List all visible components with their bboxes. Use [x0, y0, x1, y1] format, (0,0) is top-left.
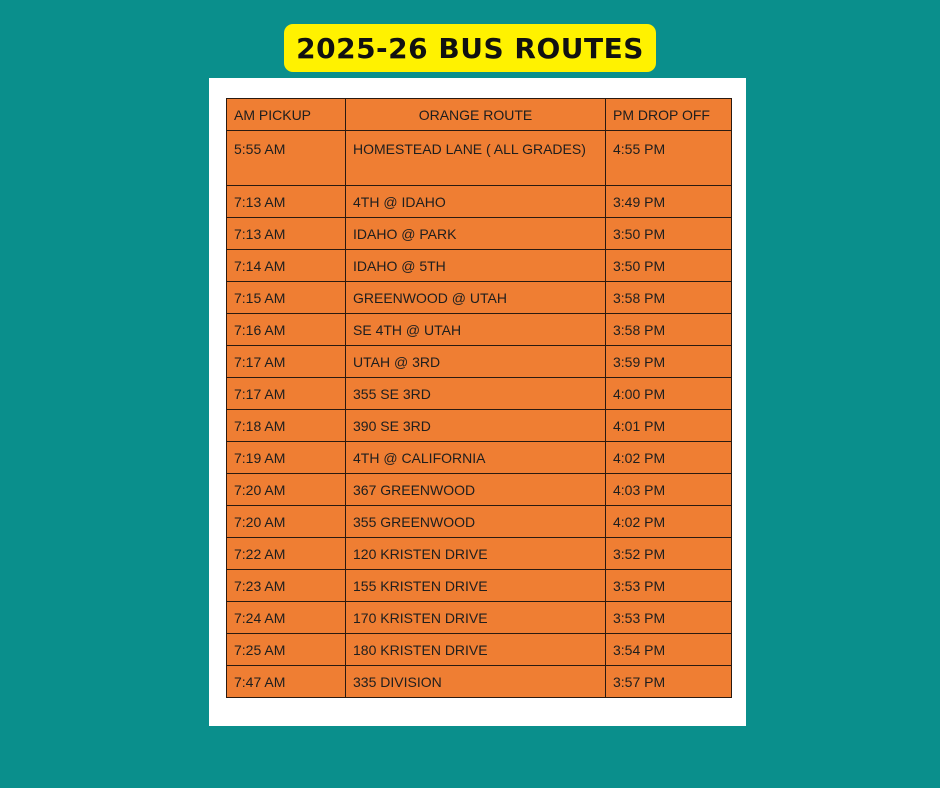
route-table — [226, 98, 732, 698]
pm-drop-off-cell: 4:03 PM — [606, 474, 732, 506]
stop-cell: 155 KRISTEN DRIVE — [346, 570, 606, 602]
pm-drop-off-cell: 3:57 PM — [606, 666, 732, 698]
pm-drop-off-cell: 3:53 PM — [606, 602, 732, 634]
table-row — [227, 538, 732, 570]
stop-cell: 355 GREENWOOD — [346, 506, 606, 538]
am-pickup-cell: 7:14 AM — [227, 250, 346, 282]
table-row — [227, 602, 732, 634]
pm-drop-off-cell: 4:02 PM — [606, 442, 732, 474]
table-row — [227, 346, 732, 378]
schedule-sheet — [209, 78, 746, 726]
pm-drop-off-cell: 3:52 PM — [606, 538, 732, 570]
stop-cell: 355 SE 3RD — [346, 378, 606, 410]
stop-cell: IDAHO @ 5TH — [346, 250, 606, 282]
am-pickup-cell: 7:20 AM — [227, 506, 346, 538]
am-pickup-cell: 7:19 AM — [227, 442, 346, 474]
page-title: 2025-26 BUS ROUTES — [296, 31, 644, 65]
am-pickup-cell: 7:17 AM — [227, 378, 346, 410]
stop-cell: IDAHO @ PARK — [346, 218, 606, 250]
am-pickup-cell: 7:25 AM — [227, 634, 346, 666]
pm-drop-off-cell: 4:02 PM — [606, 506, 732, 538]
stop-cell: 367 GREENWOOD — [346, 474, 606, 506]
header-orange-route: ORANGE ROUTE — [346, 99, 606, 131]
am-pickup-cell: 7:15 AM — [227, 282, 346, 314]
table-row — [227, 218, 732, 250]
table-row — [227, 378, 732, 410]
pm-drop-off-cell: 3:59 PM — [606, 346, 732, 378]
am-pickup-cell: 7:18 AM — [227, 410, 346, 442]
am-pickup-cell: 7:24 AM — [227, 602, 346, 634]
pm-drop-off-cell: 4:55 PM — [606, 131, 732, 186]
pm-drop-off-cell: 3:50 PM — [606, 218, 732, 250]
table-row — [227, 570, 732, 602]
pm-drop-off-cell: 4:01 PM — [606, 410, 732, 442]
stop-cell: 4TH @ IDAHO — [346, 186, 606, 218]
table-row — [227, 474, 732, 506]
stop-cell: GREENWOOD @ UTAH — [346, 282, 606, 314]
pm-drop-off-cell: 3:54 PM — [606, 634, 732, 666]
am-pickup-cell: 5:55 AM — [227, 131, 346, 186]
stop-cell: 4TH @ CALIFORNIA — [346, 442, 606, 474]
table-row — [227, 506, 732, 538]
stop-cell: UTAH @ 3RD — [346, 346, 606, 378]
am-pickup-cell: 7:22 AM — [227, 538, 346, 570]
stop-cell: 390 SE 3RD — [346, 410, 606, 442]
am-pickup-cell: 7:13 AM — [227, 186, 346, 218]
pm-drop-off-cell: 3:49 PM — [606, 186, 732, 218]
header-am-pickup: AM PICKUP — [227, 99, 346, 131]
pm-drop-off-cell: 3:58 PM — [606, 314, 732, 346]
stop-cell: SE 4TH @ UTAH — [346, 314, 606, 346]
pm-drop-off-cell: 3:53 PM — [606, 570, 732, 602]
am-pickup-cell: 7:20 AM — [227, 474, 346, 506]
am-pickup-cell: 7:23 AM — [227, 570, 346, 602]
table-row — [227, 131, 732, 186]
pm-drop-off-cell: 3:50 PM — [606, 250, 732, 282]
stop-cell: 335 DIVISION — [346, 666, 606, 698]
table-row — [227, 634, 732, 666]
stop-cell: HOMESTEAD LANE ( ALL GRADES) — [346, 131, 606, 186]
table-row — [227, 186, 732, 218]
stop-cell: 170 KRISTEN DRIVE — [346, 602, 606, 634]
stop-cell: 120 KRISTEN DRIVE — [346, 538, 606, 570]
table-row — [227, 442, 732, 474]
stop-cell: 180 KRISTEN DRIVE — [346, 634, 606, 666]
table-row — [227, 666, 732, 698]
pm-drop-off-cell: 4:00 PM — [606, 378, 732, 410]
header-row — [227, 99, 732, 131]
pm-drop-off-cell: 3:58 PM — [606, 282, 732, 314]
am-pickup-cell: 7:13 AM — [227, 218, 346, 250]
title-badge — [284, 24, 656, 72]
am-pickup-cell: 7:47 AM — [227, 666, 346, 698]
am-pickup-cell: 7:16 AM — [227, 314, 346, 346]
am-pickup-cell: 7:17 AM — [227, 346, 346, 378]
table-row — [227, 314, 732, 346]
header-pm-drop-off: PM DROP OFF — [606, 99, 732, 131]
table-row — [227, 250, 732, 282]
table-row — [227, 282, 732, 314]
table-row — [227, 410, 732, 442]
